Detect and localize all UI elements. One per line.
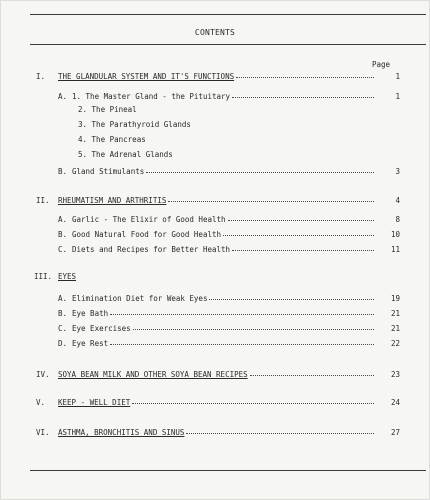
dot-leader [232,97,374,98]
page-column-label: Page [372,60,391,69]
toc-row-page: 8 [395,215,400,224]
toc-row-page: 4 [395,196,400,205]
dot-leader [232,250,374,251]
toc-row-page: 1 [395,92,400,101]
toc-row-number: C. [58,245,68,254]
toc-row-number: I. [36,72,46,81]
heading-rule [30,44,426,45]
toc-row-page: 23 [390,370,400,379]
toc-row-title: Garlic - The Elixir of Good Health [72,215,226,224]
toc-row-number: B. [58,230,68,239]
dot-leader [110,344,374,345]
toc-row [0,309,430,319]
toc-row-title: Gland Stimulants [72,167,145,176]
toc-row-title: Eye Bath [72,309,109,318]
toc-row-page: 21 [390,324,400,333]
dot-leader [146,172,374,173]
toc-row-number: III. [34,272,53,281]
toc-row-number: V. [36,398,46,407]
bottom-rule [30,470,426,471]
toc-row-title: ASTHMA, BRONCHITIS AND SINUS [58,428,185,437]
toc-row-page: 11 [390,245,400,254]
toc-row-page: 10 [390,230,400,239]
toc-row [0,324,430,334]
toc-row [0,150,430,160]
toc-row [0,120,430,130]
toc-row-number: C. [58,324,68,333]
toc-row [0,72,430,82]
toc-row-number: II. [36,196,50,205]
toc-row-title: 5. The Adrenal Glands [78,150,173,159]
toc-row [0,428,430,438]
toc-row [0,167,430,177]
dot-leader [132,403,374,404]
toc-row-number: A. [58,92,68,101]
toc-row-title: RHEUMATISM AND ARTHRITIS [58,196,167,205]
toc-row [0,92,430,102]
toc-row [0,398,430,408]
toc-row [0,230,430,240]
toc-row-number: IV. [36,370,50,379]
toc-row-page: 1 [395,72,400,81]
toc-row-page: 24 [390,398,400,407]
toc-row [0,135,430,145]
toc-row [0,339,430,349]
toc-row-title: Eye Rest [72,339,109,348]
toc-row-title: Eye Exercises [72,324,131,333]
toc-row-title: SOYA BEAN MILK AND OTHER SOYA BEAN RECIPES [58,370,248,379]
toc-row-title: 2. The Pineal [78,105,137,114]
toc-row-page: 19 [390,294,400,303]
toc-row-title: 1. The Master Gland - the Pituitary [72,92,231,101]
toc-row-number: B. [58,309,68,318]
toc-row [0,370,430,380]
toc-row-title: Diets and Recipes for Better Health [72,245,231,254]
toc-row-title: KEEP - WELL DIET [58,398,131,407]
toc-row [0,294,430,304]
toc-row-page: 3 [395,167,400,176]
dot-leader [250,375,374,376]
toc-row-number: B. [58,167,68,176]
toc-row-number: A. [58,294,68,303]
toc-row-title: Elimination Diet for Weak Eyes [72,294,208,303]
toc-row [0,215,430,225]
toc-row-title: Good Natural Food for Good Health [72,230,222,239]
toc-row [0,272,430,282]
dot-leader [110,314,374,315]
toc-row [0,245,430,255]
top-rule [30,14,426,15]
toc-row [0,196,430,206]
contents-heading: CONTENTS [194,28,236,37]
toc-row-number: VI. [36,428,50,437]
toc-row-page: 21 [390,309,400,318]
dot-leader [223,235,374,236]
toc-row-page: 27 [390,428,400,437]
dot-leader [236,77,374,78]
toc-row-title: EYES [58,272,77,281]
dot-leader [209,299,374,300]
toc-row-title: THE GLANDULAR SYSTEM AND IT'S FUNCTIONS [58,72,235,81]
toc-row-title: 4. The Pancreas [78,135,146,144]
dot-leader [133,329,374,330]
toc-row-number: A. [58,215,68,224]
dot-leader [228,220,374,221]
toc-row-number: D. [58,339,68,348]
toc-row-page: 22 [390,339,400,348]
toc-row [0,105,430,115]
toc-row-title: 3. The Parathyroid Glands [78,120,191,129]
dot-leader [168,201,374,202]
dot-leader [186,433,374,434]
